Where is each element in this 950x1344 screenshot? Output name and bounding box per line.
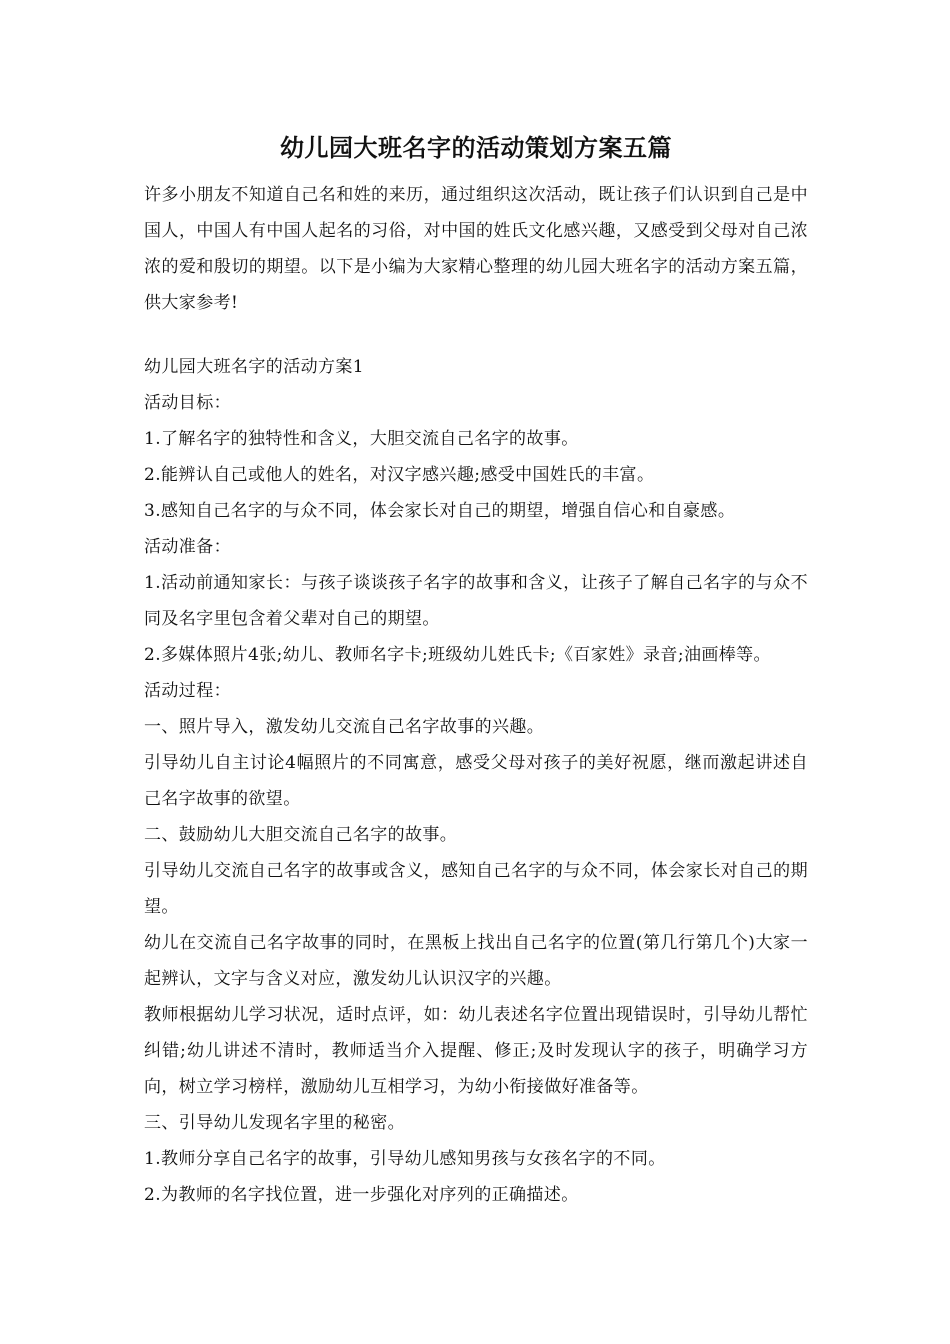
list-item: 1.教师分享自己名字的故事，引导幼儿感知男孩与女孩名字的不同。 <box>144 1149 666 1169</box>
step-heading: 二、鼓励幼儿大胆交流自己名字的故事。 <box>144 825 458 845</box>
body-paragraph: 引导幼儿交流自己名字的故事或含义，感知自己名字的与众不同，体会家长对自己的期望。 <box>144 861 808 917</box>
list-item: 2.为教师的名字找位置，进一步强化对序列的正确描述。 <box>144 1185 579 1205</box>
list-item: 2.多媒体照片4张;幼儿、教师名字卡;班级幼儿姓氏卡;《百家姓》录音;油画棒等。 <box>144 645 771 665</box>
subheading-process: 活动过程： <box>144 681 231 701</box>
subheading-goals: 活动目标： <box>144 393 231 413</box>
list-item: 1.活动前通知家长：与孩子谈谈孩子名字的故事和含义，让孩子了解自己名字的与众不同及名字里包含着父辈对自己的期望。 <box>144 573 808 629</box>
body-paragraph: 引导幼儿自主讨论4幅照片的不同寓意，感受父母对孩子的美好祝愿，继而激起讲述自己名字故事的欲望。 <box>144 753 808 809</box>
body-paragraph: 幼儿在交流自己名字故事的同时，在黑板上找出自己名字的位置(第几行第几个)大家一起辨认，文字与含义对应，激发幼儿认识汉字的兴趣。 <box>144 933 808 989</box>
step-heading: 三、引导幼儿发现名字里的秘密。 <box>144 1113 405 1133</box>
section-heading: 幼儿园大班名字的活动方案1 <box>144 357 365 377</box>
list-item: 3.感知自己名字的与众不同，体会家长对自己的期望，增强自信心和自豪感。 <box>144 501 736 521</box>
document-title: 幼儿园大班名字的活动策划方案五篇 <box>280 133 672 162</box>
paragraph-gap <box>144 321 808 349</box>
document-body <box>144 128 808 1213</box>
step-heading: 一、照片导入，激发幼儿交流自己名字故事的兴趣。 <box>144 717 545 737</box>
list-item: 1.了解名字的独特性和含义，大胆交流自己名字的故事。 <box>144 429 579 449</box>
intro-paragraph: 许多小朋友不知道自己名和姓的来历，通过组织这次活动，既让孩子们认识到自己是中国人，中国人有中国人起名的习俗，对中国的姓氏文化感兴趣，又感受到父母对自己浓浓的爱和殷切的期望。以下是小编为大家精心整理的幼儿园大班名字的活动方案五篇，供大家参考! <box>144 185 808 313</box>
list-item: 2.能辨认自己或他人的姓名，对汉字感兴趣;感受中国姓氏的丰富。 <box>144 465 655 485</box>
body-paragraph: 教师根据幼儿学习状况，适时点评，如：幼儿表述名字位置出现错误时，引导幼儿帮忙纠错;幼儿讲述不清时，教师适当介入提醒、修正;及时发现认字的孩子，明确学习方向，树立学习榜样，激励幼儿互相学习，为幼小衔接做好准备等。 <box>144 1005 808 1097</box>
subheading-preparation: 活动准备： <box>144 537 231 557</box>
